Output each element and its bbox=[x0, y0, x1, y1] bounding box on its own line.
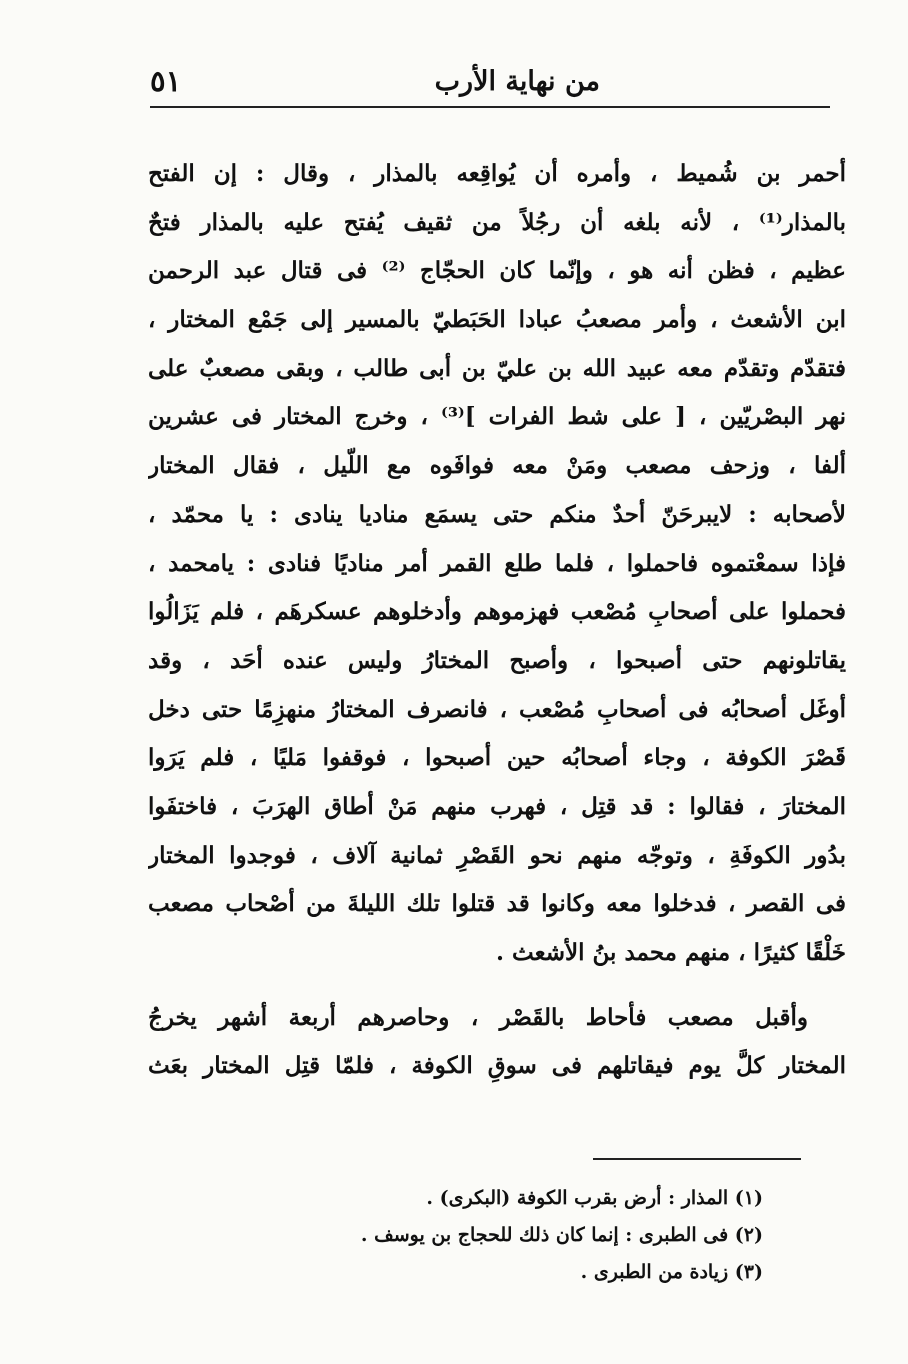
text-line: ابن الأشعث ، وأمر مصعبُ عبادا الحَبَطيّ بالمسير إلى جَمْع المختار ، bbox=[148, 306, 846, 334]
text-line: عظيم ، فظن أنه هو ، وإنّما كان الحجّاج ⁽²⁾ فى قتال عبد الرحمن bbox=[148, 257, 846, 285]
text-line: يقاتلونهم حتى أصبحوا ، وأصبح المختارُ وليس عنده أحَد ، وقد bbox=[148, 646, 846, 674]
text-line: فإذا سمعْتموه فاحملوا ، فلما طلع القمر أمر مناديًا فنادى : يامحمد ، bbox=[148, 549, 846, 577]
body-text bbox=[148, 150, 846, 1091]
text-line: وأقبل مصعب فأحاط بالقَصْر ، وحاصرهم أربعة أشهر يخرجُ bbox=[148, 1003, 808, 1031]
header-rule bbox=[150, 106, 830, 108]
page-number: ٥١ bbox=[150, 64, 182, 98]
text-line: قَصْرَ الكوفة ، وجاء أصحابُه حين أصبحوا ، فوقفوا مَليًا ، فلم يَرَوا bbox=[148, 744, 846, 772]
text-line: أوغَل أصحابُه فى أصحابِ مُصْعب ، فانصرف المختارُ منهزِمًا حتى دخل bbox=[148, 695, 846, 723]
text-line: نهر البصْريّين ، [ على شط الفرات ]⁽³⁾ ، وخرج المختار فى عشرين bbox=[148, 403, 846, 431]
footnotes bbox=[263, 1180, 763, 1291]
footnote-2: (٢) فى الطبرى : إنما كان ذلك للحجاج بن يوسف . bbox=[360, 1224, 763, 1246]
footnote-rule bbox=[593, 1158, 801, 1160]
text-line: المختار كلَّ يوم فيقاتلهم فى سوقِ الكوفة ، فلمّا قتِل المختار بعَث bbox=[148, 1052, 846, 1080]
paragraph-break bbox=[148, 978, 846, 994]
text-line: بالمذار⁽¹⁾ ، لأنه بلغه أن رجُلاً من ثقيف يُفتح عليه بالمذار فتحٌ bbox=[148, 208, 846, 236]
text-line: خَلْقًا كثيرًا ، منهم محمد بنُ الأشعث . bbox=[496, 939, 846, 966]
text-line: فحملوا على أصحابِ مُصْعب فهزموهم وأدخلوهم عسكرهَم ، فلم يَزَالُوا bbox=[148, 598, 846, 626]
text-line: المختارَ ، فقالوا : قد قتِل ، فهرب منهم مَنْ أطاق الهرَبَ ، فاختفَوا bbox=[148, 792, 846, 820]
text-line: لأصحابه : لايبرحَنّ أحدٌ منكم حتى يسمَع مناديا ينادى : يا محمّد ، bbox=[148, 500, 846, 528]
text-line: ألفا ، وزحف مصعب ومَنْ معه فوافَوه مع اللّيل ، فقال المختار bbox=[148, 452, 846, 480]
footnote-1: (١) المذار : أرض بقرب الكوفة (البكرى) . bbox=[426, 1187, 763, 1209]
text-line: بدُور الكوفَةِ ، وتوجّه منهم نحو القَصْرِ ثمانية آلاف ، فوجدوا المختار bbox=[148, 841, 846, 869]
text-line: فتقدّم وتقدّم معه عبيد الله بن عليّ بن أبى طالب ، وبقى مصعبٌ على bbox=[148, 354, 846, 382]
text-line: فى القصر ، فدخلوا معه وكانوا قد قتلوا تلك الليلةَ من أصْحاب مصعب bbox=[148, 890, 846, 918]
running-title: من نهاية الأرب bbox=[434, 66, 600, 97]
page-header bbox=[150, 62, 830, 108]
text-line: أحمر بن شُميط ، وأمره أن يُواقِعه بالمذار ، وقال : إن الفتح bbox=[148, 160, 846, 187]
footnote-3: (٣) زيادة من الطبرى . bbox=[580, 1261, 763, 1283]
